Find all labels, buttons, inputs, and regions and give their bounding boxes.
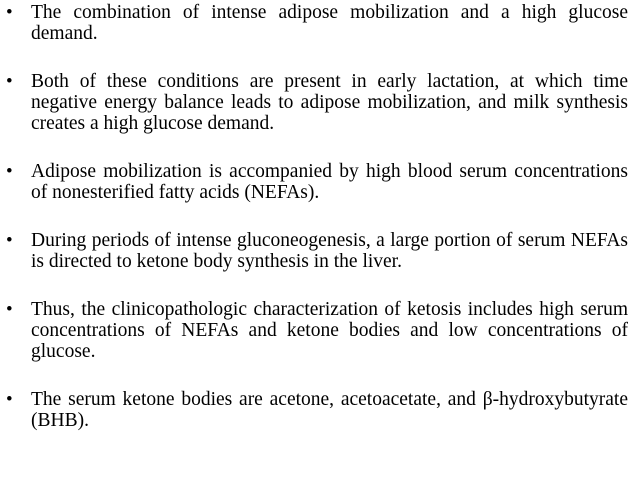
bullet-text: Adipose mobilization is accompanied by high blood serum concentrations of nonesterified fatty acids (NEFAs). — [31, 161, 628, 203]
bullet-dot-icon: • — [6, 71, 13, 92]
bullet-text: Both of these conditions are present in early lactation, at which time negative energy balance leads to adipose mobilization, and milk synthesis creates a high glucose demand. — [31, 71, 628, 134]
bullet-text: The combination of intense adipose mobilization and a high glucose demand. — [31, 2, 628, 44]
bullet-text: The serum ketone bodies are acetone, acetoacetate, and β-hydroxybutyrate (BHB). — [31, 389, 628, 431]
bullet-item-3 — [0, 161, 638, 203]
bullet-text: During periods of intense gluconeogenesis, a large portion of serum NEFAs is directed to ketone body synthesis in the liver. — [31, 230, 628, 272]
bullet-dot-icon: • — [6, 299, 13, 320]
bullet-dot-icon: • — [6, 389, 13, 410]
bullet-item-2 — [0, 71, 638, 134]
bullet-dot-icon: • — [6, 2, 13, 23]
bullet-dot-icon: • — [6, 230, 13, 251]
bullet-item-5 — [0, 299, 638, 362]
bullet-item-6 — [0, 389, 638, 431]
bullet-item-4 — [0, 230, 638, 272]
bullet-list — [0, 2, 638, 431]
bullet-text: Thus, the clinicopathologic characterization of ketosis includes high serum concentrations of NEFAs and ketone bodies and low concentrations of glucose. — [31, 299, 628, 362]
bullet-dot-icon: • — [6, 161, 13, 182]
bullet-item-1 — [0, 2, 638, 44]
